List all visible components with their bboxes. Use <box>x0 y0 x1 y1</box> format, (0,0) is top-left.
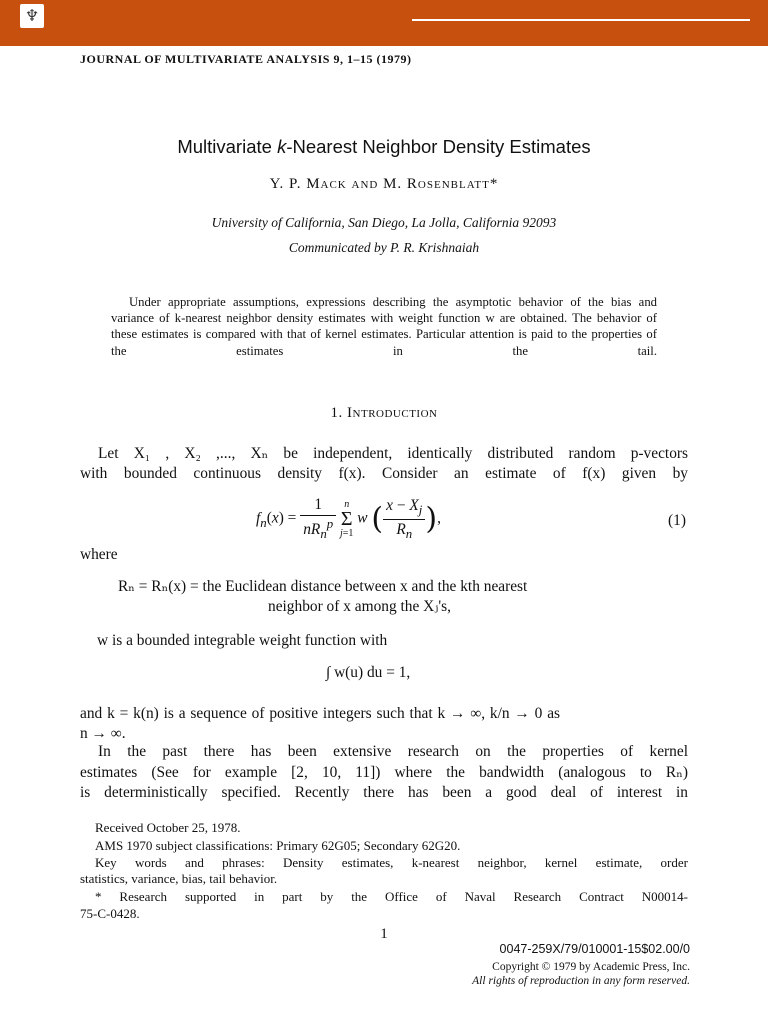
paper-title: Multivariate k-Nearest Neighbor Density Estimates <box>177 136 591 157</box>
abstract <box>111 294 657 375</box>
weight-function-line: w is a bounded integrable weight function with <box>97 632 388 649</box>
rn-definition-line: Rₙ = Rₙ(x) = the Euclidean distance between x and the kth nearest <box>118 578 528 595</box>
top-bar-rule <box>412 19 750 21</box>
paragraph-line: and k = k(n) is a sequence of positive integers such that k → ∞, k/n → 0 as <box>80 705 561 722</box>
footnote-keywords: Key words and phrases: Density estimates, k-nearest neighbor, kernel estimate, order <box>95 855 688 870</box>
journal-citation: JOURNAL OF MULTIVARIATE ANALYSIS 9, 1–15 (1979) <box>80 52 412 66</box>
article-code: 0047-259X/79/010001-15$02.00/0 <box>499 942 690 956</box>
author-affiliation: University of California, San Diego, La Jolla, California 92093 <box>211 215 557 230</box>
equation-1: $f_n(x)$ = $\frac{1}{nR_n^p}$ n Σ j=1 w ( $\frac{x - X_j}{R_n}$ ), <box>256 496 441 542</box>
top-bar <box>0 0 768 46</box>
paragraph-line: estimates (See for example [2, 10, 11]) where the bandwidth (analogous to Rₙ) <box>80 764 688 781</box>
paragraph-line: with bounded continuous density f(x). Consider an estimate of f(x) given by <box>80 465 688 482</box>
where-text: where <box>80 546 118 563</box>
abstract-line: estimates in the tail. <box>236 343 658 358</box>
equation-number: (1) <box>668 512 686 529</box>
communicated-by: Communicated by P. R. Krishnaiah <box>288 240 480 255</box>
paper-authors: Y. P. Mack and M. Rosenblatt* <box>269 176 499 192</box>
abstract-line: weight function w are obtained. The behavior of these estimates is compared <box>111 311 658 342</box>
abstract-line: behavior of the bias and variance of k-nearest neighbor density estimates with <box>111 295 658 326</box>
paragraph-line: In the past there has been extensive research on the properties of kernel <box>98 743 688 760</box>
rn-definition-line: neighbor of x among the Xⱼ's, <box>268 598 451 615</box>
footnote-ams: AMS 1970 subject classifications: Primary 62G05; Secondary 62G20. <box>95 838 461 853</box>
paragraph-line: n → ∞. <box>80 725 126 742</box>
paragraph-line: Let X₁ , X₂ ,..., Xₙ be independent, identically distributed random p-vectors <box>98 445 688 462</box>
footnote-received: Received October 25, 1978. <box>95 820 241 835</box>
integral-equation: ∫ w(u) du = 1, <box>326 664 411 681</box>
page-number: 1 <box>380 926 388 942</box>
publisher-logo-icon: ♆ <box>20 4 44 28</box>
section-heading: 1. Introduction <box>330 405 438 421</box>
abstract-line: Under appropriate assumptions, expressions describing the asymptotic <box>129 295 512 309</box>
copyright-line: Copyright © 1979 by Academic Press, Inc. <box>492 961 690 973</box>
abstract-line: with that of kernel estimates. Particular attention is paid to the properties of the <box>111 327 658 358</box>
footnote-support: * Research supported in part by the Office of Naval Research Contract N00014- <box>95 889 688 904</box>
rights-line: All rights of reproduction in any form reserved. <box>472 975 690 987</box>
paragraph-line: is deterministically specified. Recently there has been a good deal of interest in <box>80 784 688 801</box>
footnote-keywords: statistics, variance, bias, tail behavior. <box>80 871 278 886</box>
footnote-support: 75-C-0428. <box>80 906 140 921</box>
